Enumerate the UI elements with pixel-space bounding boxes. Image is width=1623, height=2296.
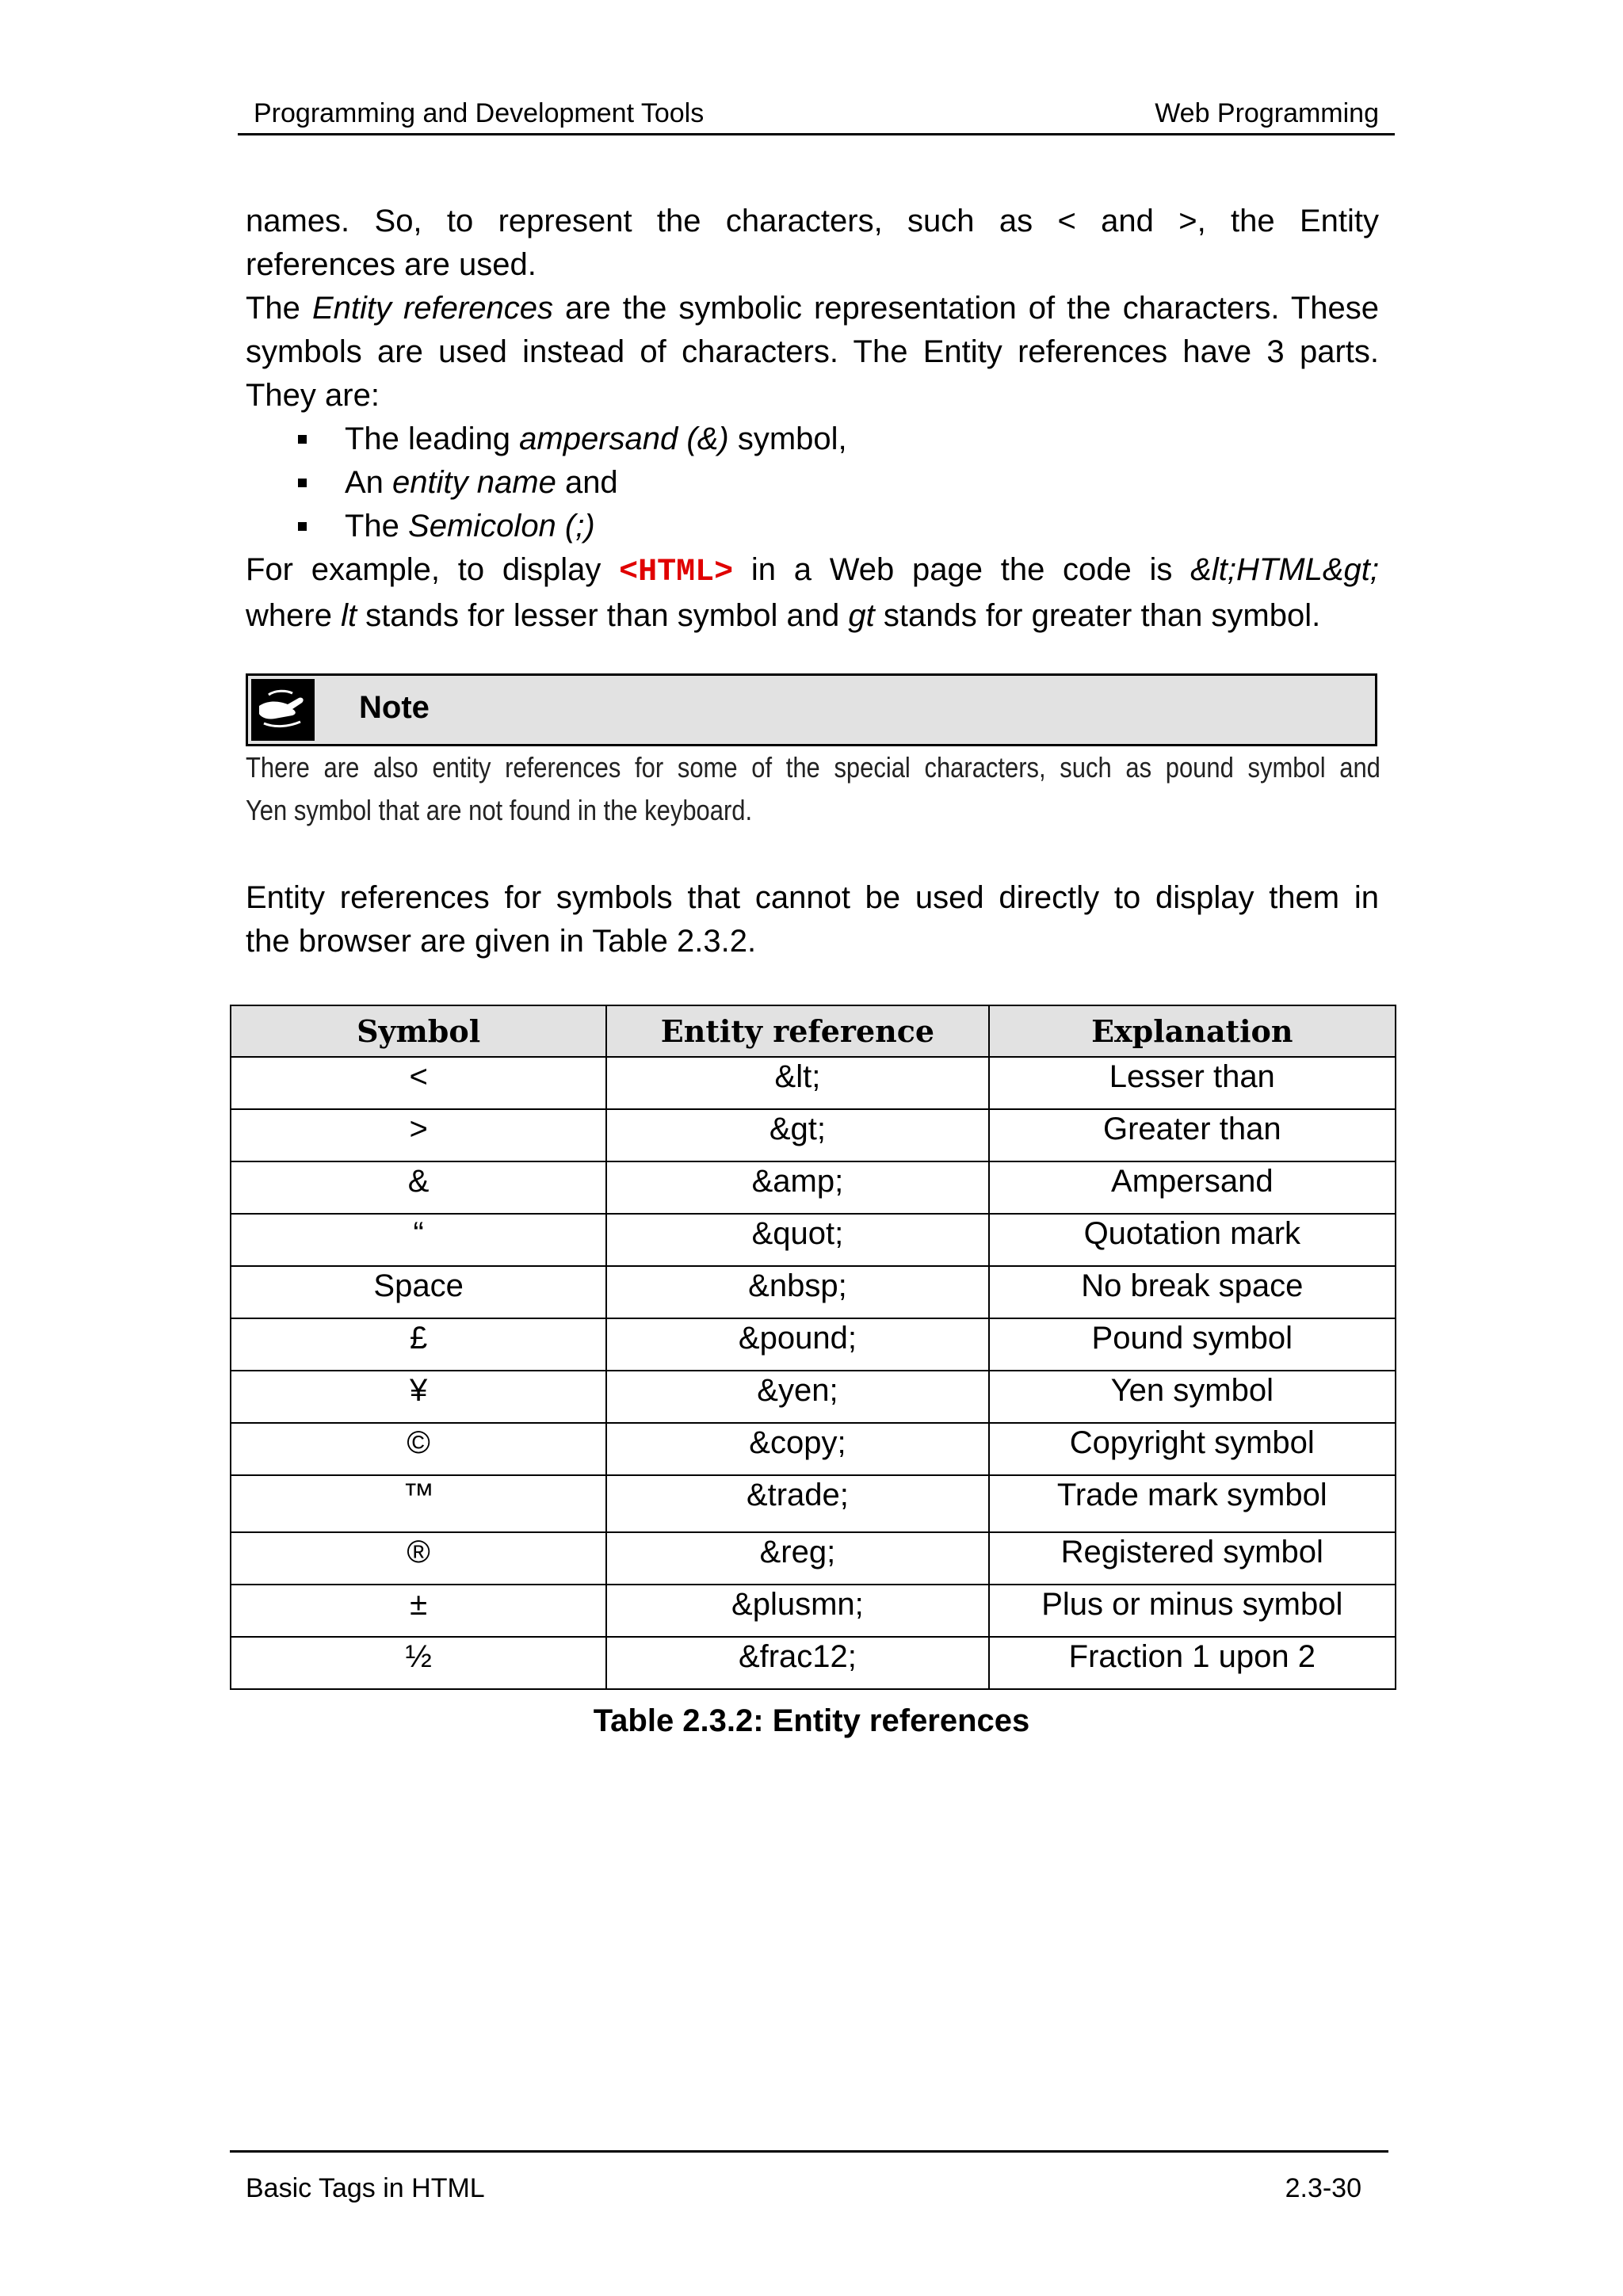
explanation-cell: Fraction 1 upon 2 [989, 1637, 1396, 1689]
explanation-cell: Yen symbol [989, 1371, 1396, 1423]
symbol-cell: > [231, 1109, 606, 1161]
table-intro-line-1: Entity references for symbols that cannot be used directly to display them in [246, 880, 1379, 915]
symbol-cell: ¥ [231, 1371, 606, 1423]
explanation-cell: Quotation mark [989, 1214, 1396, 1266]
list-item: The Semicolon (;) [246, 505, 1379, 548]
list-item: An entity name and [246, 461, 1379, 505]
entity-cell: &quot; [606, 1214, 988, 1266]
list-item: The leading ampersand (&) symbol, [246, 418, 1379, 461]
entity-cell: &gt; [606, 1109, 988, 1161]
table-row [231, 1214, 1396, 1266]
table-row [231, 1266, 1396, 1318]
html-tag-example: <HTML> [619, 555, 734, 590]
table-row [231, 1423, 1396, 1475]
symbol-cell: < [231, 1057, 606, 1109]
symbol-cell: ± [231, 1585, 606, 1637]
intro-paragraph-2: The Entity references are the symbolic representation of the characters. These symbols are used instead of characters. The Entity references have 3 parts. They are: [246, 291, 1379, 413]
explanation-cell: Greater than [989, 1109, 1396, 1161]
table-row [231, 1637, 1396, 1689]
explanation-cell: Lesser than [989, 1057, 1396, 1109]
note-text [246, 746, 1381, 832]
header-left-title: Programming and Development Tools [254, 98, 705, 128]
explanation-cell: Ampersand [989, 1161, 1396, 1214]
page-header [238, 93, 1395, 135]
table-intro-line-2: the browser are given in Table 2.3.2. [246, 924, 757, 959]
entity-cell: &amp; [606, 1161, 988, 1214]
table-row [231, 1475, 1396, 1532]
symbol-cell: & [231, 1161, 606, 1214]
table-intro [246, 876, 1379, 963]
intro-line-2: references are used. [246, 247, 537, 282]
table-row [231, 1057, 1396, 1109]
note-line-1: There are also entity references for some of the special characters, such as pound symbol and [246, 751, 1381, 784]
table-caption: Table 2.3.2: Entity references [593, 1703, 1030, 1738]
symbol-cell: Space [231, 1266, 606, 1318]
explanation-cell: No break space [989, 1266, 1396, 1318]
column-header-explanation: Explanation [989, 1005, 1396, 1057]
explanation-cell: Trade mark symbol [989, 1475, 1396, 1532]
entity-references-table [230, 1005, 1396, 1690]
column-header-entity-reference: Entity reference [606, 1005, 988, 1057]
intro-section [246, 200, 1379, 638]
note-title: Note [359, 690, 430, 725]
entity-cell: &copy; [606, 1423, 988, 1475]
header-right-title: Web Programming [1155, 98, 1379, 128]
explanation-cell: Pound symbol [989, 1318, 1396, 1371]
table-row [231, 1532, 1396, 1585]
footer-chapter-title: Basic Tags in HTML [246, 2173, 485, 2203]
symbol-cell: ™ [231, 1475, 606, 1532]
symbol-cell: £ [231, 1318, 606, 1371]
page-footer [230, 2150, 1388, 2203]
symbol-cell: ½ [231, 1637, 606, 1689]
table-row [231, 1371, 1396, 1423]
note-line-2: Yen symbol that are not found in the keyboard. [246, 794, 753, 826]
table-header-row [231, 1005, 1396, 1057]
entity-cell: &lt; [606, 1057, 988, 1109]
entity-cell: &plusmn; [606, 1585, 988, 1637]
table-row [231, 1109, 1396, 1161]
entity-cell: &nbsp; [606, 1266, 988, 1318]
symbol-cell: ® [231, 1532, 606, 1585]
symbol-cell: “ [231, 1214, 606, 1266]
parts-list [246, 418, 1379, 548]
table-row [231, 1161, 1396, 1214]
entity-cell: &pound; [606, 1318, 988, 1371]
entity-cell: &frac12; [606, 1637, 988, 1689]
entity-cell: &reg; [606, 1532, 988, 1585]
entity-cell: &trade; [606, 1475, 988, 1532]
entity-cell: &yen; [606, 1371, 988, 1423]
explanation-cell: Copyright symbol [989, 1423, 1396, 1475]
column-header-symbol: Symbol [231, 1005, 606, 1057]
example-line-1: For example, to display <HTML> in a Web page the code is &lt;HTML&gt; [246, 552, 1379, 590]
explanation-cell: Plus or minus symbol [989, 1585, 1396, 1637]
entity-references-term: Entity references [311, 291, 553, 326]
note-hand-icon [251, 679, 315, 741]
table-row [231, 1585, 1396, 1637]
footer-page-number: 2.3-30 [1285, 2173, 1361, 2203]
table-row [231, 1318, 1396, 1371]
explanation-cell: Registered symbol [989, 1532, 1396, 1585]
entity-code-example: &lt;HTML&gt; [1190, 552, 1379, 587]
note-box [246, 673, 1377, 746]
example-line-2: where lt stands for lesser than symbol and gt stands for greater than symbol. [246, 598, 1321, 633]
intro-line-1: names. So, to represent the characters, such as < and >, the Entity [246, 204, 1379, 238]
symbol-cell: © [231, 1423, 606, 1475]
